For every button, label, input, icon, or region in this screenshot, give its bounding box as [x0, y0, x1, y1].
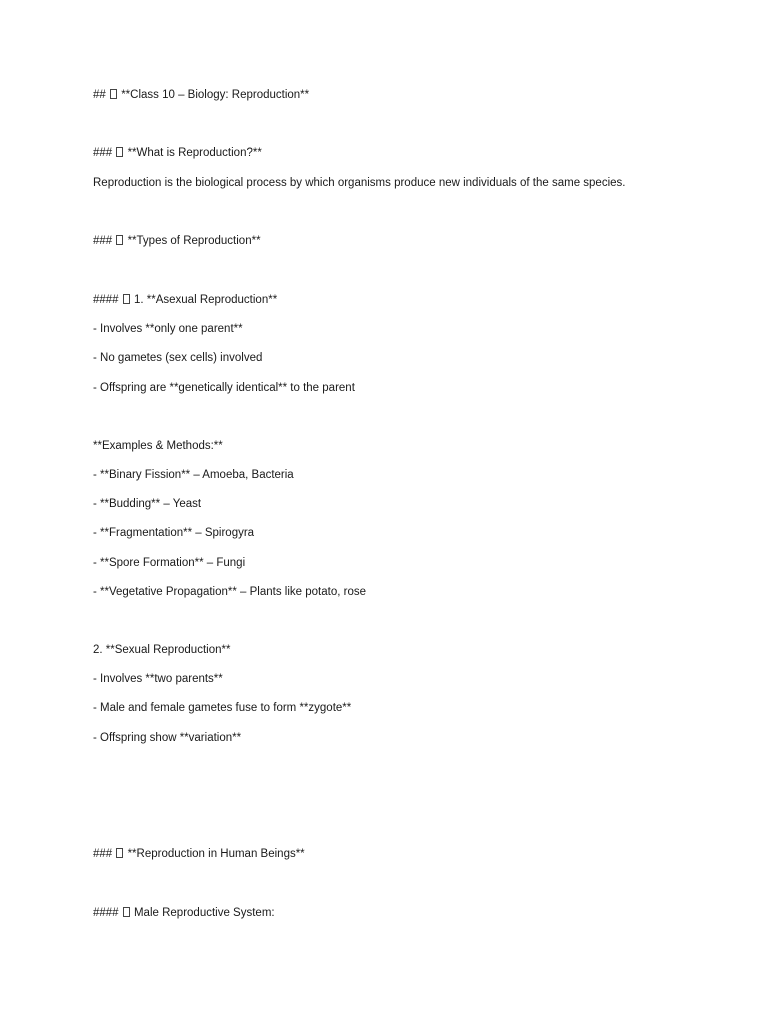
heading-text: **Reproduction in Human Beings** [124, 848, 305, 860]
doc-heading-sexual: 2. **Sexual Reproduction** [93, 644, 231, 656]
doc-list-item: - No gametes (sex cells) involved [93, 352, 263, 364]
doc-list-item: - **Vegetative Propagation** – Plants like potato, rose [93, 586, 366, 598]
doc-heading-male-system [93, 906, 275, 920]
doc-list-item: - Male and female gametes fuse to form **zygote** [93, 702, 352, 714]
doc-list-item: - Offspring are **genetically identical** to the parent [93, 382, 355, 394]
doc-paragraph-definition: Reproduction is the biological process by which organisms produce new individuals of the same species. [93, 177, 626, 189]
doc-heading-asexual [93, 293, 277, 307]
missing-glyph-icon [116, 235, 123, 245]
heading-text: **Types of Reproduction** [124, 235, 261, 247]
heading-text: **What is Reproduction?** [124, 147, 262, 159]
heading-marker: #### [93, 294, 122, 306]
doc-list-item: - Involves **only one parent** [93, 323, 243, 335]
missing-glyph-icon [123, 907, 130, 917]
doc-list-item: - **Binary Fission** – Amoeba, Bacteria [93, 469, 294, 481]
doc-heading-what-is-reproduction [93, 146, 262, 160]
heading-text: Male Reproductive System: [130, 907, 275, 919]
doc-heading-types [93, 234, 261, 248]
heading-marker: ### [93, 235, 116, 247]
heading-text: **Class 10 – Biology: Reproduction** [118, 89, 310, 101]
heading-marker: #### [93, 907, 122, 919]
heading-marker: ### [93, 848, 116, 860]
doc-list-item: - Involves **two parents** [93, 673, 223, 685]
heading-text: 1. **Asexual Reproduction** [130, 294, 278, 306]
doc-list-item: - **Spore Formation** – Fungi [93, 557, 246, 569]
missing-glyph-icon [116, 147, 123, 157]
heading-marker: ## [93, 89, 109, 101]
doc-list-item: - **Budding** – Yeast [93, 498, 202, 510]
doc-subheading-examples: **Examples & Methods:** [93, 440, 223, 452]
doc-list-item: - Offspring show **variation** [93, 732, 242, 744]
missing-glyph-icon [110, 89, 117, 99]
heading-marker: ### [93, 147, 116, 159]
doc-heading-human-reproduction [93, 847, 305, 861]
doc-heading-title [93, 88, 309, 102]
missing-glyph-icon [116, 848, 123, 858]
missing-glyph-icon [123, 294, 130, 304]
doc-list-item: - **Fragmentation** – Spirogyra [93, 527, 255, 539]
